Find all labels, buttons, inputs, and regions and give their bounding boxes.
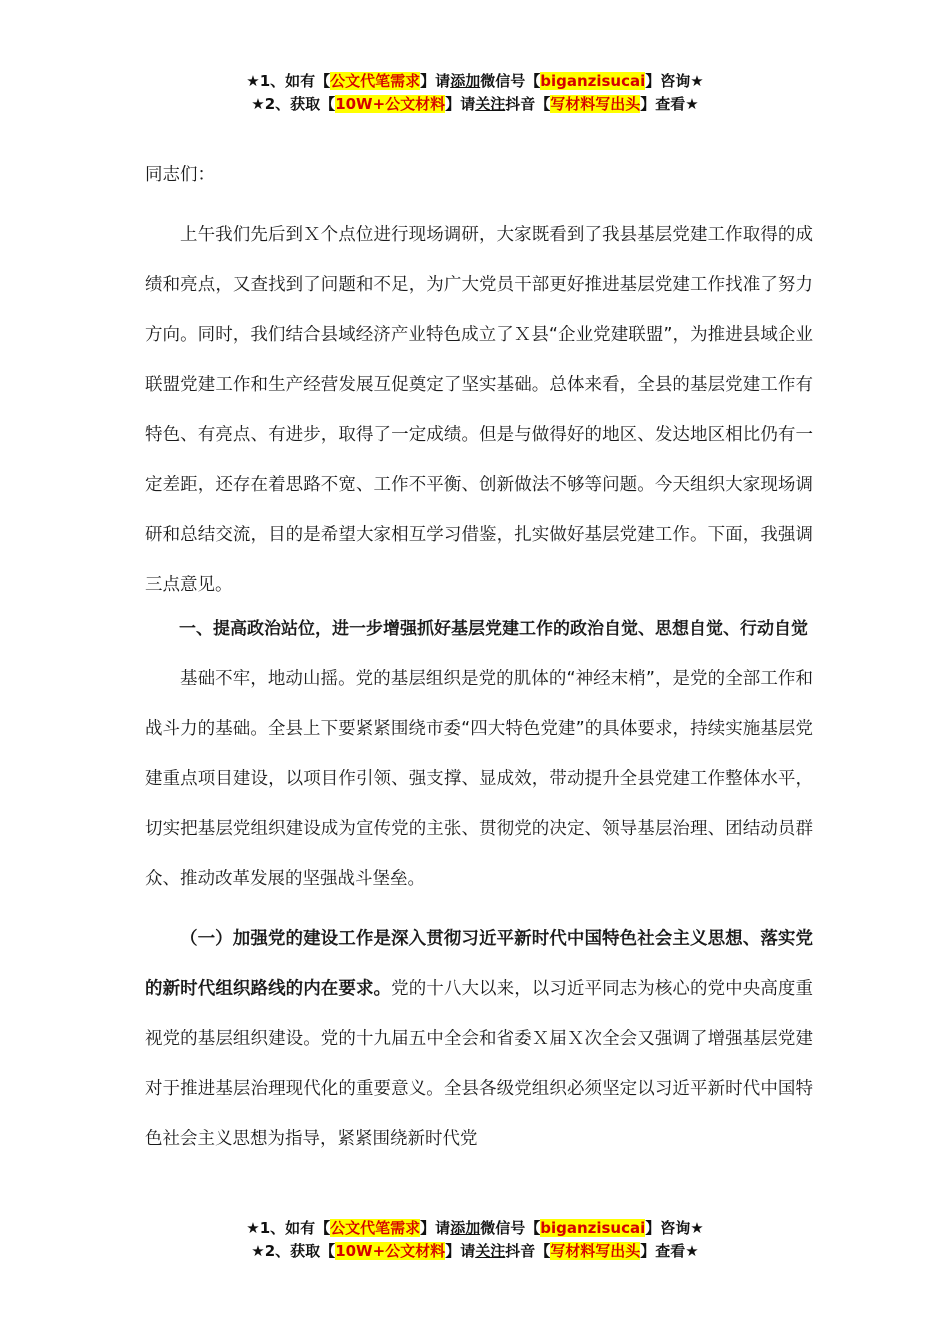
banner-text: 微信号【 — [480, 1219, 541, 1237]
paragraph-foundation: 基础不牢，地动山摇。党的基层组织是党的肌体的“神经末梢”，是党的全部工作和战斗力的基础。全县上下要紧紧围绕市委“四大特色党建”的具体要求，持续实施基层党建重点项目建设，以项目作引领、强支撑、显成效，带动提升全县党建工作整体水平，切实把基层党组织建设成为宣传党的主张、贯彻党的决定、领导基层治理、团结动员群众、推动改革发展的坚强战斗堡垒。 — [145, 669, 813, 889]
banner-text: 】咨询★ — [645, 72, 704, 90]
banner-text: 抖音【 — [505, 95, 551, 113]
banner-highlight: 10W+公文材料 — [335, 1242, 446, 1260]
banner-underline: 关注 — [475, 95, 506, 113]
banner-line-1 — [0, 1217, 950, 1240]
section-heading-1: 一、提高政治站位，进一步增强抓好基层党建工作的政治自觉、思想自觉、行动自觉 — [179, 619, 808, 639]
salutation: 同志们： — [145, 165, 215, 185]
banner-highlight: 写材料写出头 — [550, 1242, 641, 1260]
footer-banner — [0, 1217, 950, 1263]
paragraph-intro: 上午我们先后到Ｘ个点位进行现场调研，大家既看到了我县基层党建工作取得的成绩和亮点，又查找到了问题和不足，为广大党员干部更好推进基层党建工作找准了努力方向。同时，我们结合县域经济产业特色成立了Ｘ县“企业党建联盟”，为推进县域企业联盟党建工作和生产经营发展互促奠定了坚实基础。总体来看，全县的基层党建工作有特色、有亮点、有进步，取得了一定成绩。但是与做得好的地区、发达地区相比仍有一定差距，还存在着思路不宽、工作不平衡、创新做法不够等问题。今天组织大家现场调研和总结交流，目的是希望大家相互学习借鉴，扎实做好基层党建工作。下面，我强调三点意见。 — [145, 225, 813, 595]
banner-highlight: 10W+公文材料 — [335, 95, 446, 113]
banner-underline: 添加 — [450, 72, 481, 90]
banner-text: 】请 — [420, 72, 451, 90]
banner-text: 】查看★ — [640, 1242, 699, 1260]
banner-highlight: 公文代笔需求 — [330, 72, 421, 90]
subsection-lead: （一）加强党的建设工作是深入贯彻习近平新时代中国特色社会主义思想、落实党的新时代组织路线的内在要求。 — [145, 929, 813, 999]
banner-line-2 — [0, 93, 950, 116]
banner-text: ★2、获取【 — [251, 1242, 336, 1260]
banner-text: 】请 — [445, 95, 476, 113]
paragraph-subsection-1 — [145, 914, 813, 1164]
banner-text: 】查看★ — [640, 95, 699, 113]
banner-highlight: biganzisucai — [540, 72, 646, 90]
banner-text: 微信号【 — [480, 72, 541, 90]
banner-text: ★2、获取【 — [251, 95, 336, 113]
subsection-text: 党的十八大以来，以习近平同志为核心的党中央高度重视党的基层组织建设。党的十九届五中全会和省委Ｘ届Ｘ次全会又强调了增强基层党建对于推进基层治理现代化的重要意义。全县各级党组织必须坚定以习近平新时代中国特色社会主义思想为指导，紧紧围绕新时代党 — [145, 979, 814, 1149]
banner-highlight: 写材料写出头 — [550, 95, 641, 113]
banner-highlight: biganzisucai — [540, 1219, 646, 1237]
banner-text: 】咨询★ — [645, 1219, 704, 1237]
banner-highlight: 公文代笔需求 — [330, 1219, 421, 1237]
banner-underline: 添加 — [450, 1219, 481, 1237]
banner-text: 】请 — [420, 1219, 451, 1237]
banner-text: ★1、如有【 — [246, 72, 331, 90]
banner-text: ★1、如有【 — [246, 1219, 331, 1237]
banner-line-2 — [0, 1240, 950, 1263]
banner-line-1 — [0, 70, 950, 93]
banner-underline: 关注 — [475, 1242, 506, 1260]
header-banner — [0, 70, 950, 116]
document-body — [145, 150, 813, 1164]
banner-text: 】请 — [445, 1242, 476, 1260]
banner-text: 抖音【 — [505, 1242, 551, 1260]
